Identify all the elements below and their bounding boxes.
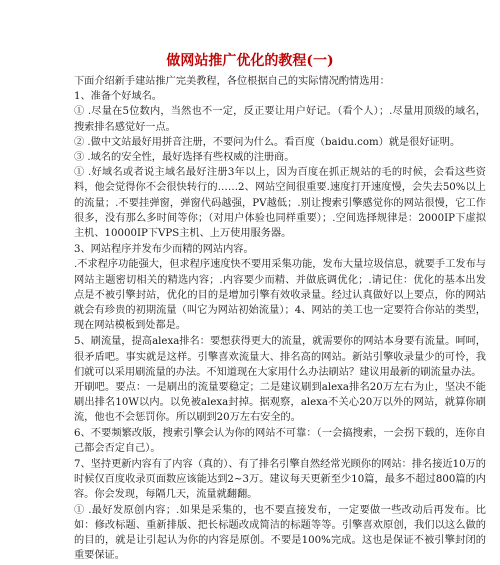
- paragraph-domain-length: ① .尽量在5位数内，当然也不一定，反正要让用户好记。（看个人）；.尽量用顶级的域名，搜索排名感觉好一点。: [74, 106, 486, 133]
- paragraph-no-redesign: 6、不要频繁改版，搜索引擎会认为你的网站不可靠：（一会搞搜索，一会拐下载的，连你自己都会否定自己）。: [74, 427, 486, 454]
- paragraph-step-3-heading: 3、网站程序并发布少而精的网站内容。: [74, 244, 254, 256]
- paragraph-step-1-heading: 1、准备个好域名。: [74, 91, 162, 103]
- paragraph-original-content: ① .最好发原创内容；.如果是采集的，也不要直接发布，一定要做一些改动后再发布。比如：修改标题、重新排版、把长标题改成简洁的标题等等。引擎喜欢原创，我们以这么做的的目的，就是让引起认为你的内容是原创。不要是100%完成。这也是保证不被引擎封闭的重要保证。: [74, 504, 486, 562]
- paragraph-domain-security: ③ .域名的安全性，最好选择有些权威的注册商。: [74, 152, 295, 164]
- paragraph-domain-years-and-hosting: ① .好域名或者说主域名最好注册3年以上，因为百度在抓正规站的毛的时候，会看这些资料，他会觉得你不会很快转行的……2、网站空间很重要.速度打开速度慢，会失去50%以上的流量；.不要挂弹窗，弹窗代码越强，PV越低；.别让搜索引擎感觉你的网站很慢，它工作很多，没有那么多时间等你；（对用户体验也同样重要）；.空间选择规律是：2000IP下虚拟主机、10000IP下VPS主机、上万使用服务器。: [74, 167, 486, 240]
- paragraph-traffic-alexa: 5、刷流量，提高alexa排名：要想获得更大的流量，就需要你的网站本身要有流量。呵呵，很矛盾吧。事实就是这样。引擎喜欢流量大、排名高的网站。新站引擎收录量少的可怜，我们就可以采用刷流量的办法。不知道现在大家用什么办法刷站？建议用最新的刷流量办法。: [74, 336, 486, 378]
- paragraph-domain-pinyin: ② .做中文站最好用拼音注册，不要问为什么。看百度（baidu.com）就是很好证明。: [74, 136, 461, 148]
- document-title: 做网站推广优化的教程(一): [166, 53, 334, 69]
- paragraph-traffic-tips: 开刷吧。要点：一是刷出的流量要稳定；二是建议刷到alexa排名20万左右为止，坚决不能刷出排名10W以内。以免被alexa封掉。据观察，alexa不关心20万以外的网站，就算你刷流，他也不会惩罚你。所以刷到20万左右安全的。: [74, 382, 486, 424]
- document-body: [74, 74, 486, 564]
- paragraph-keep-updating: 7、坚持更新内容有了内容（真的）、有了排名引擎自然经常光顾你的网站：排名接近10万的时候仅百度收录页面数应该能达到2~3万。建议每天更新至少10篇，最多不超过800篇的内容。你会发现，每隔几天，流量就翻翻。: [74, 459, 486, 501]
- paragraph-intro: 下面介绍新手建站推广完美教程，各位根据自己的实际情况酌情选用：: [74, 76, 390, 87]
- paragraph-content-quality: .不求程序功能强大，但求程序速度快不要用采集功能，发布大量垃圾信息，就要手工发布与网站主题密切相关的精选内容；.内容要少而精、并做底调优化；.请记住：优化的基本出发点是不被引擎封站，优化的目的是增加引擎有效收录量。经过认真做好以上要点，你的网站就会有珍贵的初期流量（叫它为网站初始流量）；4、网站的美工也一定要符合你站的类型，现在网站模板到处都是。: [74, 259, 486, 332]
